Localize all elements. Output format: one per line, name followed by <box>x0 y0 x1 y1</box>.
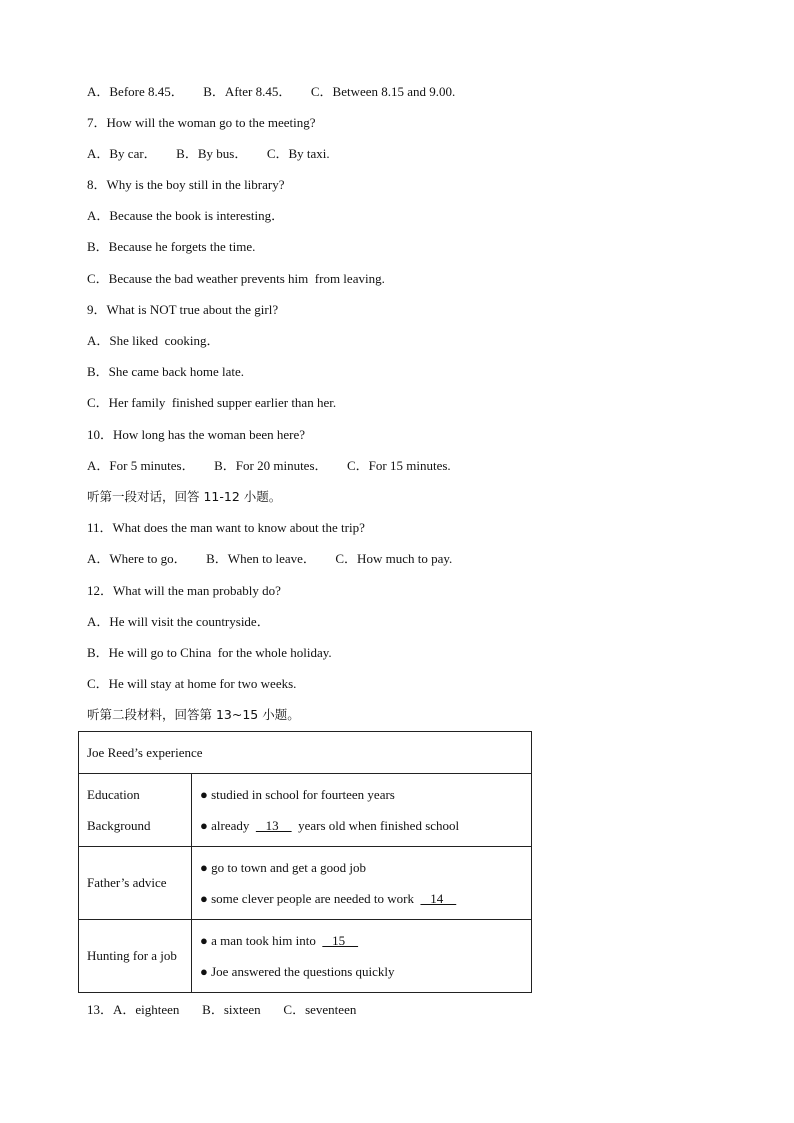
section-2-instruction: 听第二段材料，回答第 13~15 小题。 <box>87 707 300 722</box>
question-10-options: A．For 5 minutes． B．For 20 minutes． C．For 15 minutes. <box>87 458 451 473</box>
question-12-option-b: B．He will go to China for the whole holiday. <box>87 645 332 660</box>
father-advice-item-1: ● go to town and get a good job <box>200 860 366 875</box>
question-7-stem: 7．How will the woman go to the meeting? <box>87 115 316 130</box>
table-title: Joe Reed’s experience <box>79 732 532 774</box>
row-label-hunting-job: Hunting for a job <box>79 920 192 993</box>
question-13-options: 13．A．eighteen B．sixteen C．seventeen <box>87 1002 357 1017</box>
education-item-1: ● studied in school for fourteen years <box>200 787 395 802</box>
question-8-option-b: B．Because he forgets the time. <box>87 239 256 254</box>
row-content-hunting-job <box>192 920 532 993</box>
hunting-job-item-2: ● Joe answered the questions quickly <box>200 964 395 979</box>
education-label-line1: Education <box>87 787 140 802</box>
row-label-education <box>79 774 192 847</box>
row-label-father-advice: Father’s advice <box>79 847 192 920</box>
question-7-options: A．By car． B．By bus． C．By taxi. <box>87 146 330 161</box>
blank-15: 15 <box>322 933 359 948</box>
question-8-option-a: A．Because the book is interesting． <box>87 208 285 223</box>
question-9-option-c: C．Her family finished supper earlier than her. <box>87 395 337 410</box>
question-12-option-a: A．He will visit the countryside． <box>87 614 270 629</box>
row-content-father-advice <box>192 847 532 920</box>
q6-options: A．Before 8.45． B．After 8.45． C．Between 8.15 and 9.00. <box>87 84 456 99</box>
question-9-option-a: A．She liked cooking． <box>87 333 220 348</box>
education-item-2: ● already 13 years old when finished school <box>200 818 460 833</box>
experience-table <box>78 731 532 993</box>
education-label-line2: Background <box>87 818 151 833</box>
section-1-instruction: 听第一段对话，回答 11-12 小题。 <box>87 489 282 504</box>
question-12-stem: 12．What will the man probably do? <box>87 583 281 598</box>
question-9-option-b: B．She came back home late. <box>87 364 245 379</box>
blank-13: 13 <box>255 818 292 833</box>
question-9-stem: 9．What is NOT true about the girl? <box>87 302 279 317</box>
question-8-option-c: C．Because the bad weather prevents him from leaving. <box>87 271 385 286</box>
row-content-education <box>192 774 532 847</box>
hunting-job-item-1: ● a man took him into 15 <box>200 933 359 948</box>
question-12-option-c: C．He will stay at home for two weeks. <box>87 676 297 691</box>
father-advice-item-2: ● some clever people are needed to work 14 <box>200 891 457 906</box>
question-10-stem: 10．How long has the woman been here? <box>87 427 306 442</box>
question-8-stem: 8．Why is the boy still in the library? <box>87 177 285 192</box>
blank-14: 14 <box>420 891 457 906</box>
question-11-options: A．Where to go． B．When to leave． C．How much to pay. <box>87 551 453 566</box>
question-11-stem: 11．What does the man want to know about the trip? <box>87 520 365 535</box>
